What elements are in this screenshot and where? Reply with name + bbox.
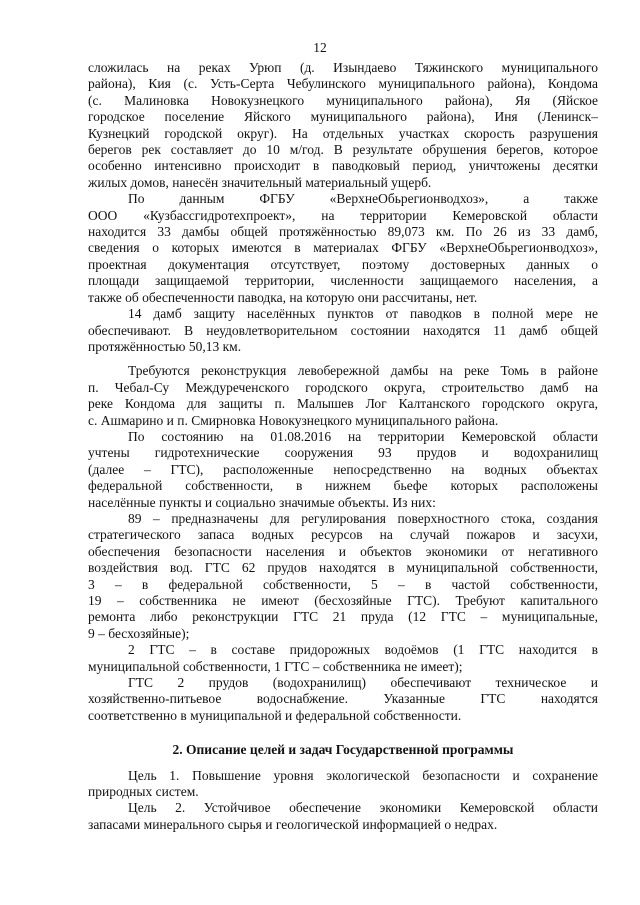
text-line: соответственно в муниципальной и федеральной собственности. xyxy=(88,707,462,723)
text-line: (далее – ГТС), расположенные непосредственно на водных объектах xyxy=(88,461,598,477)
text-line: реке Кондома для защиты п. Малышев Лог Калтанского городского округа, xyxy=(88,396,598,412)
paragraph-goal-1 xyxy=(88,768,598,801)
paragraph-dams-condition xyxy=(88,306,598,355)
text-line: также об обеспеченности паводка, на которую они рассчитаны, нет. xyxy=(88,289,478,305)
text-line: 89 – предназначены для регулирования поверхностного стока, создания xyxy=(128,510,598,526)
text-line: района), Кия (с. Усть-Серта Чебулинского муниципального района), Кондома xyxy=(88,76,598,92)
paragraph-goal-2 xyxy=(88,800,598,833)
paragraph-hydro-structures xyxy=(88,429,598,511)
text-line: По состоянию на 01.08.2016 на территории Кемеровской области xyxy=(128,428,598,444)
text-line: По данным ФГБУ «ВерхнеОбьрегионводхоз», а также xyxy=(128,191,598,207)
text-line: жилых домов, нанесён значительный материальный ущерб. xyxy=(88,174,432,190)
text-line: Кузнецкий городской округ). На отдельных участках скорость разрушения xyxy=(88,125,598,141)
text-line: хозяйственно-питьевое водоснабжение. Указанные ГТС находятся xyxy=(88,691,598,707)
text-line: ГТС 2 прудов (водохранилищ) обеспечивают техническое и xyxy=(128,675,598,691)
paragraph-gts-89 xyxy=(88,511,598,642)
goal-list xyxy=(88,768,598,834)
text-line: федеральной собственности, в нижнем бьефе которых расположены xyxy=(88,478,598,494)
paragraph-rivers xyxy=(88,60,598,191)
text-line: берегов рек составляет до 10 м/год. В результате обрушения берегов, которое xyxy=(88,142,598,158)
section-heading: 2. Описание целей и задач Государственной программы xyxy=(172,742,514,758)
text-line: сложилась на реках Урюп (д. Изындаево Тяжинского муниципального xyxy=(88,60,598,75)
text-line: муниципальной собственности, 1 ГТС – собственника не имеет); xyxy=(88,658,463,674)
text-line: сведения о которых имеются в материалах ФГБУ «ВерхнеОбьрегионводхоз», xyxy=(88,240,598,256)
text-line: особенно интенсивно происходит в паводковый период, уничтожены десятки xyxy=(88,158,598,174)
text-line: стратегического запаса водных ресурсов на случай пожаров и засухи, xyxy=(88,527,598,543)
text-line: обеспечения безопасности населения и объектов экономики от негативного xyxy=(88,543,598,559)
page-number: 12 xyxy=(313,40,327,55)
text-line: ремонта либо реконструкции ГТС 21 пруда (12 ГТС – муниципальные, xyxy=(88,609,598,625)
paragraph-gts-2-reservoirs xyxy=(88,675,598,724)
paragraph-list xyxy=(88,60,598,724)
text-line: ООО «Кузбассгидротехпроект», на территории Кемеровской области xyxy=(88,207,598,223)
text-line: городское поселение Яйского муниципального района), Иня (Ленинск– xyxy=(88,109,598,125)
text-line: п. Чебал-Су Междуреченского городского округа, строительство дамб на xyxy=(88,379,598,395)
text-line: проектная документация отсутствует, поэтому достоверных данных о xyxy=(88,256,598,272)
paragraph-dams-data xyxy=(88,191,598,306)
text-line: учтены гидротехнические сооружения 93 прудов и водохранилищ xyxy=(88,445,598,461)
text-line: обеспечивают. В неудовлетворительном состоянии находятся 11 дамб общей xyxy=(88,322,598,338)
text-line: находится 33 дамбы общей протяжённостью 89,073 км. По 26 из 33 дамб, xyxy=(88,224,598,240)
text-line: 9 – бесхозяйные); xyxy=(88,625,190,641)
text-line: (с. Малиновка Новокузнецкого муниципального района), Яя (Яйское xyxy=(88,92,598,108)
text-line: Цель 1. Повышение уровня экологической безопасности и сохранение xyxy=(128,767,598,783)
text-line: запасами минерального сырья и геологической информацией о недрах. xyxy=(88,816,498,832)
text-line: 2 ГТС – в составе придорожных водоёмов (1 ГТС находится в xyxy=(128,642,598,658)
paragraph-reconstruction xyxy=(88,363,598,429)
text-line: площади защищаемой территории, численности защищаемого населения, а xyxy=(88,273,598,289)
paragraph-gts-2-roadside xyxy=(88,642,598,675)
text-line: природных систем. xyxy=(88,784,199,800)
text-line: 14 дамб защиту населённых пунктов от паводков в полной мере не xyxy=(128,306,598,322)
document-body xyxy=(88,60,598,833)
text-line: 19 – собственника не имеют (бесхозяйные ГТС). Требуют капитального xyxy=(88,593,598,608)
text-line: с. Ашмарино и п. Смирновка Новокузнецкого муниципального района. xyxy=(88,412,499,428)
text-line: населённые пункты и социально значимые объекты. Из них: xyxy=(88,494,436,510)
text-line: 3 – в федеральной собственности, 5 – в частой собственности, xyxy=(88,576,598,592)
text-line: Требуются реконструкция левобережной дамбы на реке Томь в районе xyxy=(128,363,598,379)
text-line: протяжённостью 50,13 км. xyxy=(88,338,242,354)
text-line: воздействия вод. ГТС 62 прудов находятся в муниципальной собственности, xyxy=(88,560,598,576)
text-line: Цель 2. Устойчивое обеспечение экономики Кемеровской области xyxy=(128,800,598,816)
